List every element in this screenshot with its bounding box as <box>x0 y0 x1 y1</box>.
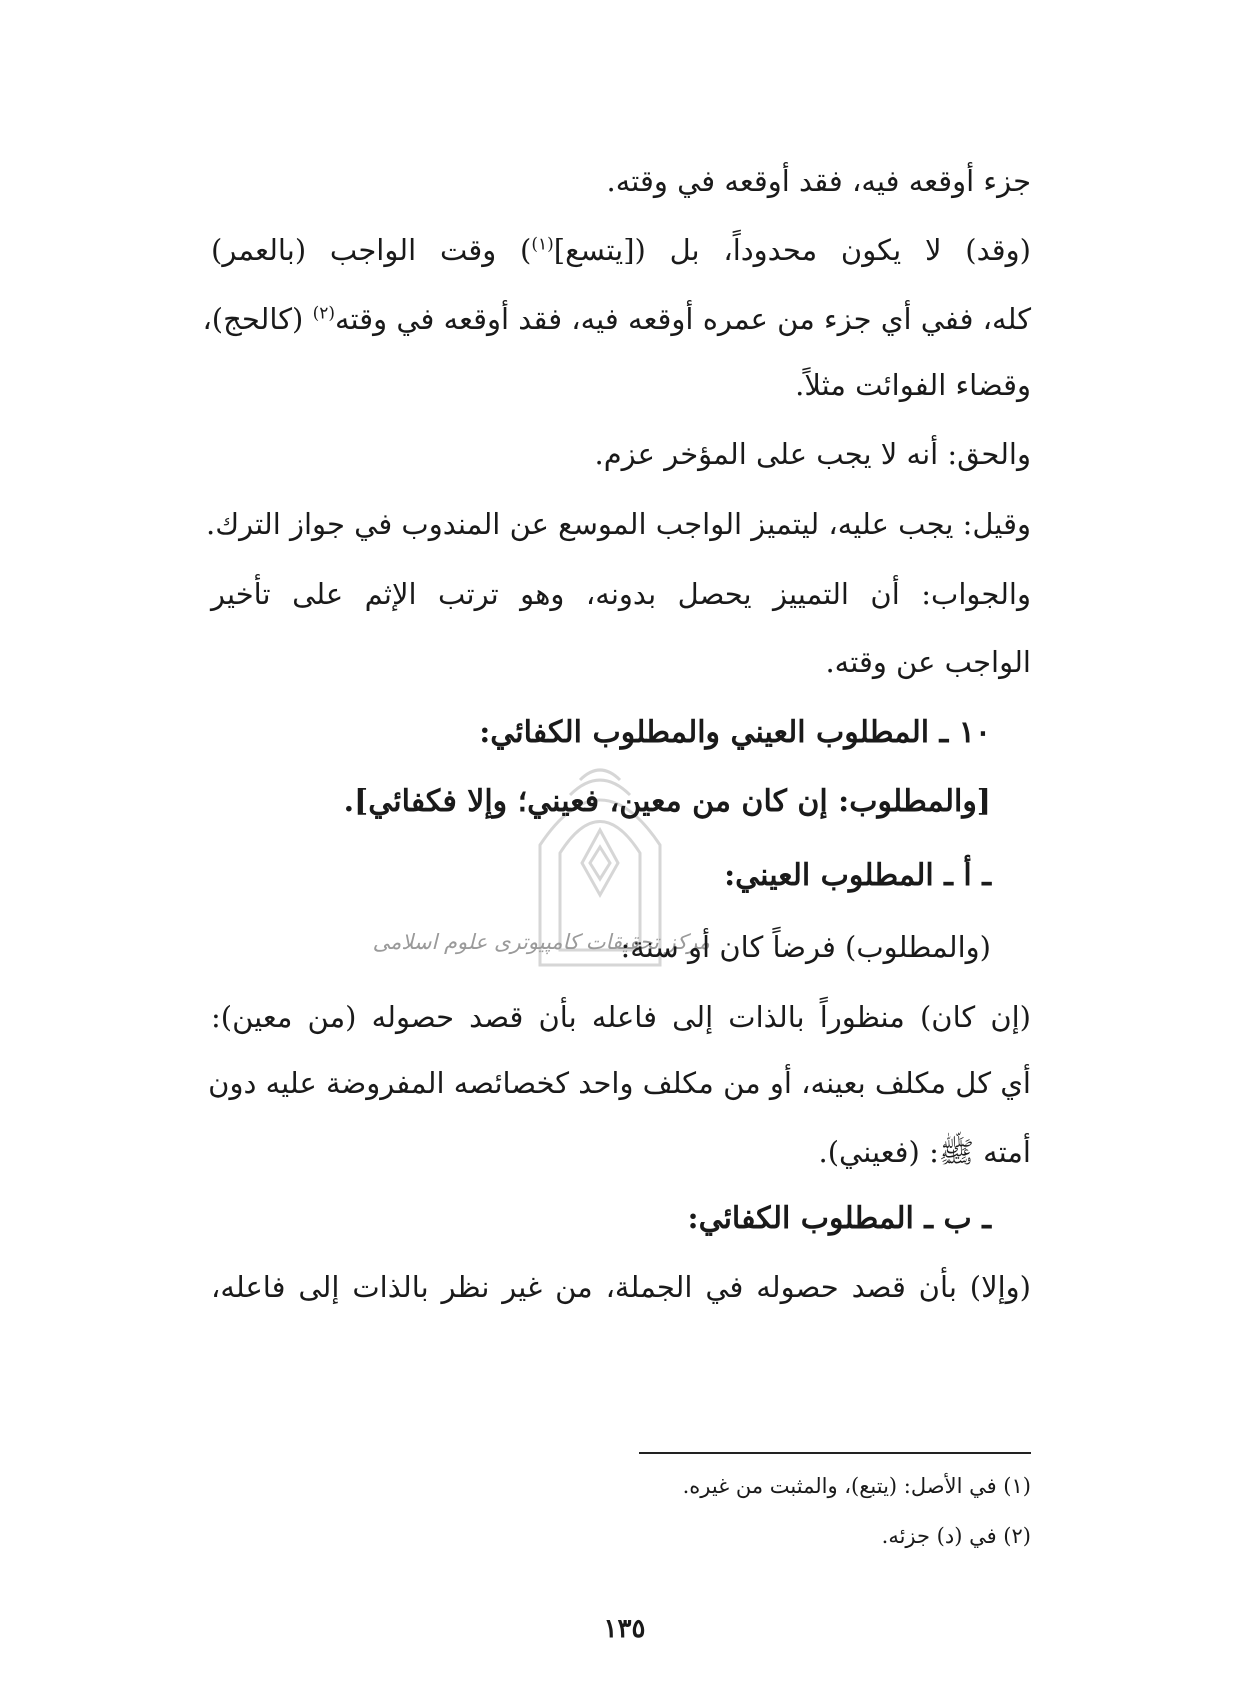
text-line-10: (إن كان) منظوراً بالذات إلى فاعله بأن قصد حصوله (من معين): <box>211 1000 1031 1034</box>
text-line-3-part-a: كله، ففي أي جزء من عمره أوقعه فيه، فقد أوقعه في وقته <box>334 302 1031 336</box>
text-line-2-part-b: ) وقت الواجب (بالعمر) <box>211 233 532 267</box>
text-line-1: جزء أوقعه فيه، فقد أوقعه في وقته. <box>606 164 1031 198</box>
section-heading-10: ١٠ ـ المطلوب العيني والمطلوب الكفائي: <box>479 715 991 750</box>
subheading-b: ـ ب ـ المطلوب الكفائي: <box>687 1201 991 1236</box>
footnote-2: (٢) في (د) جزئه. <box>881 1524 1031 1548</box>
text-line-11: أي كل مكلف بعينه، أو من مكلف واحد كخصائصه المفروضة عليه دون <box>208 1066 1031 1100</box>
subheading-a: ـ أ ـ المطلوب العيني: <box>724 858 991 893</box>
footnote-separator <box>639 1452 1031 1454</box>
footnote-marker-1: (١) <box>531 234 554 255</box>
text-line-4: وقضاء الفوائت مثلاً. <box>795 368 1031 402</box>
text-line-2-part-a: (وقد) لا يكون محدوداً، بل ([يتسع] <box>553 233 1031 267</box>
rule-statement: [والمطلوب: إن كان من معين، فعيني؛ وإلا فكفائي]. <box>343 784 991 819</box>
text-line-3-part-b: (كالحج)، <box>202 302 313 336</box>
text-line-2 <box>211 233 1031 267</box>
text-line-7: والجواب: أن التمييز يحصل بدونه، وهو ترتب الإثم على تأخير <box>211 577 1031 611</box>
text-line-5: والحق: أنه لا يجب على المؤخر عزم. <box>594 437 1031 471</box>
text-line-6: وقيل: يجب عليه، ليتميز الواجب الموسع عن المندوب في جواز الترك. <box>205 507 1031 541</box>
text-line-12: أمته ﷺ: (فعيني). <box>818 1135 1031 1169</box>
footnote-marker-2: (٢) <box>312 303 335 324</box>
footnote-1: (١) في الأصل: (يتبع)، والمثبت من غيره. <box>682 1474 1031 1498</box>
text-line-8: الواجب عن وقته. <box>825 645 1031 679</box>
text-line-9: (والمطلوب) فرضاً كان أو سنة: <box>620 930 991 964</box>
text-line-3 <box>202 302 1031 336</box>
watermark-text: مرکز تحقیقات کامپیوتری علوم اسلامی <box>372 930 710 954</box>
text-line-13: (وإلا) بأن قصد حصوله في الجملة، من غير نظر بالذات إلى فاعله، <box>211 1270 1031 1304</box>
page-number: ١٣٥ <box>603 1614 646 1644</box>
